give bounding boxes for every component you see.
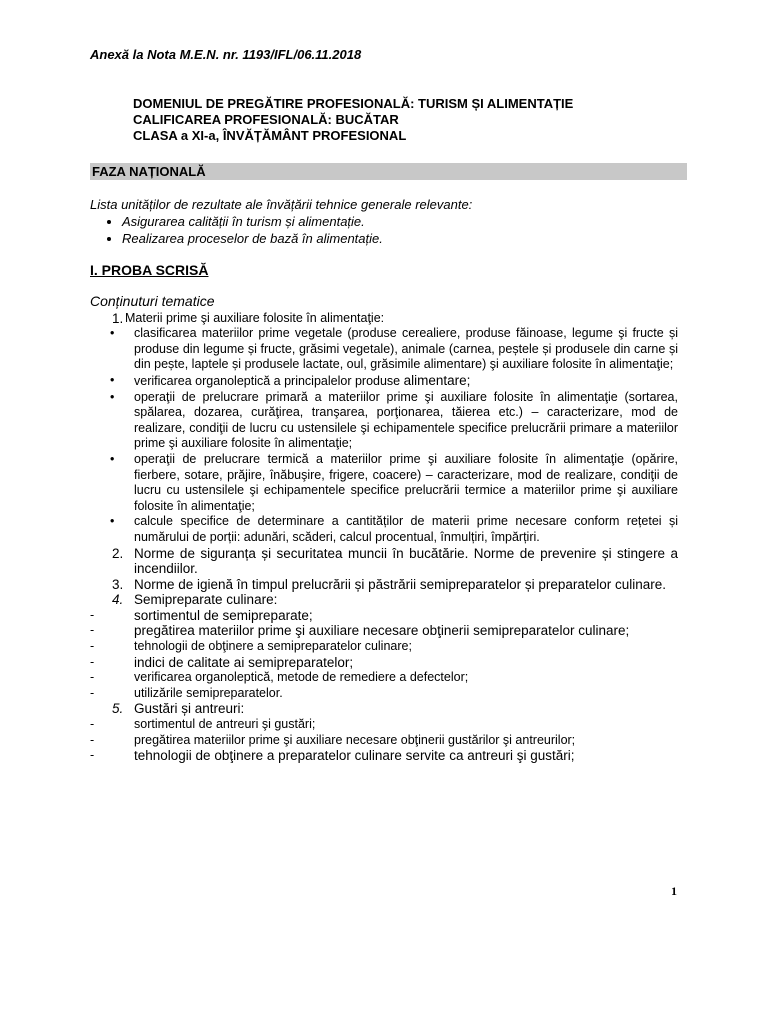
document-heading bbox=[133, 96, 573, 144]
dash-text: verificarea organoleptică, metode de remediere a defectelor; bbox=[134, 670, 469, 685]
dash-marker: - bbox=[90, 717, 95, 732]
bullet-item bbox=[90, 514, 678, 545]
item-text: Norme de siguranța și securitatea muncii în bucătărie. Norme de prevenire și stingere a incendiilor. bbox=[134, 545, 678, 577]
dash-text: pregătirea materiilor prime şi auxiliare necesare obţinerii semipreparatelor culinare; bbox=[134, 623, 630, 639]
dash-text: tehnologii de obţinere a preparatelor culinare servite ca antreuri şi gustări; bbox=[134, 748, 575, 764]
intro-list bbox=[90, 213, 472, 247]
bullet-text: verificarea organoleptică a principalelor produse bbox=[134, 373, 404, 388]
dash-item bbox=[90, 655, 678, 671]
dash-item bbox=[90, 748, 678, 764]
dash-marker: - bbox=[90, 732, 95, 747]
dash-marker: - bbox=[90, 623, 95, 638]
phase-banner: FAZA NAȚIONALĂ bbox=[90, 163, 687, 180]
bullet-text: operaţii de prelucrare primară a materiilor prime şi auxiliare folosite în alimentaţie (sortarea, spălarea, dozarea, curăţirea, tranşarea, porţionarea, tăierea etc.) – caracterizare, mod de realizare, condiţii de lucru cu ustensilele şi echipamentele specifice prelucrării primare a materiilor prime şi auxiliare folosite în alimentaţie; bbox=[134, 389, 678, 451]
class-line: CLASA a XI-a, ÎNVĂȚĂMÂNT PROFESIONAL bbox=[133, 128, 407, 143]
dash-item bbox=[90, 686, 678, 702]
dash-marker: - bbox=[90, 748, 95, 763]
numbered-item bbox=[90, 546, 678, 577]
bullet-item bbox=[90, 373, 678, 390]
dash-text: tehnologii de obţinere a semipreparatelor culinare; bbox=[134, 639, 412, 654]
item-text: Semipreparate culinare: bbox=[134, 592, 278, 608]
bullet-text: operaţii de prelucrare termică a materiilor prime şi auxiliare folosite în alimentaţie (opărire, fierbere, sotare, prăjire, înăbuşire, frigere, coacere) – caracterizare, mod de realizare, condiţii de lucru cu ustensilele şi echipamentele specifice prelucrării termice a materiilor prime şi auxiliare folosite în alimentaţie; bbox=[134, 451, 678, 513]
item-number: 4. bbox=[112, 592, 124, 608]
bullet-text: calcule specifice de determinare a cantităților de materii prime necesare conform rețetei și numărului de porții: adunări, scăderi, calcul procentual, înmulțiri, împărțiri. bbox=[134, 514, 678, 544]
dash-marker: - bbox=[90, 639, 95, 654]
bullet-marker: • bbox=[110, 389, 115, 404]
intro-block bbox=[90, 196, 472, 247]
dash-text: sortimentul de antreuri şi gustări; bbox=[134, 717, 316, 732]
item-number: 1. bbox=[112, 310, 124, 326]
bullet-item bbox=[90, 326, 678, 373]
content-subtitle: Conținuturi tematice bbox=[90, 293, 215, 309]
bullet-marker: • bbox=[110, 372, 115, 387]
annex-reference: Anexă la Nota M.E.N. nr. 1193/IFL/06.11.2018 bbox=[90, 47, 362, 62]
thematic-content bbox=[90, 294, 678, 764]
item-number: 2. bbox=[112, 545, 124, 561]
bullet-text: clasificarea materiilor prime vegetale (produse cerealiere, produse făinoase, legume şi fructe și produse din legume și fructe, grăsimi vegetale), animale (carnea, peștele și produsele din carne și din pește, laptele și produsele lactate, oul, grăsimile alimentare) şi auxiliare folosite în alimentaţie; bbox=[134, 326, 678, 372]
item-text: Norme de igienă în timpul prelucrării și păstrării semipreparatelor și preparatelor culinare. bbox=[134, 576, 666, 592]
dash-text: sortimentul de semipreparate; bbox=[134, 607, 313, 623]
bullet-text-wrap bbox=[134, 373, 678, 390]
dash-item bbox=[90, 733, 678, 749]
item-number: 5. bbox=[112, 701, 124, 717]
domain-line: DOMENIUL DE PREGĂTIRE PROFESIONALĂ: TURISM ȘI ALIMENTAȚIE bbox=[133, 96, 574, 111]
dash-text: pregătirea materiilor prime şi auxiliare necesare obţinerii gustărilor şi antreurilor; bbox=[134, 732, 576, 747]
bullet-marker: • bbox=[110, 451, 115, 466]
dash-text: utilizările semipreparatelor. bbox=[134, 685, 283, 700]
dash-item bbox=[90, 717, 678, 733]
dash-text: indici de calitate ai semipreparatelor; bbox=[134, 654, 354, 670]
bullet-item bbox=[90, 452, 678, 514]
item-number: 3. bbox=[112, 576, 124, 592]
numbered-item bbox=[90, 311, 678, 327]
intro-text: Lista unităților de rezultate ale învățării tehnice generale relevante: bbox=[90, 197, 473, 212]
page-number: 1 bbox=[671, 884, 677, 898]
dash-item bbox=[90, 639, 678, 655]
qualification-line: CALIFICAREA PROFESIONALĂ: BUCĂTAR bbox=[133, 112, 399, 127]
numbered-item bbox=[90, 701, 678, 717]
dash-item bbox=[90, 670, 678, 686]
dash-marker: - bbox=[90, 607, 95, 622]
numbered-item bbox=[90, 577, 678, 593]
intro-item: • Asigurarea calității în turism și alimentație. bbox=[122, 213, 472, 230]
bullet-marker: • bbox=[110, 514, 115, 529]
bullet-marker: • bbox=[110, 326, 115, 341]
intro-item: • Realizarea proceselor de bază în alimentație. bbox=[122, 230, 472, 247]
bullet-text-emph: alimentare; bbox=[403, 372, 471, 388]
dash-item bbox=[90, 623, 678, 639]
item-text: Materii prime şi auxiliare folosite în alimentaţie: bbox=[125, 310, 385, 325]
dash-item bbox=[90, 608, 678, 624]
bullet-item bbox=[90, 390, 678, 452]
dash-marker: - bbox=[90, 654, 95, 669]
section-title: I. PROBA SCRISĂ bbox=[90, 262, 209, 278]
numbered-item bbox=[90, 592, 678, 608]
dash-marker: - bbox=[90, 685, 95, 700]
dash-marker: - bbox=[90, 670, 95, 685]
item-text: Gustări și antreuri: bbox=[134, 701, 245, 717]
